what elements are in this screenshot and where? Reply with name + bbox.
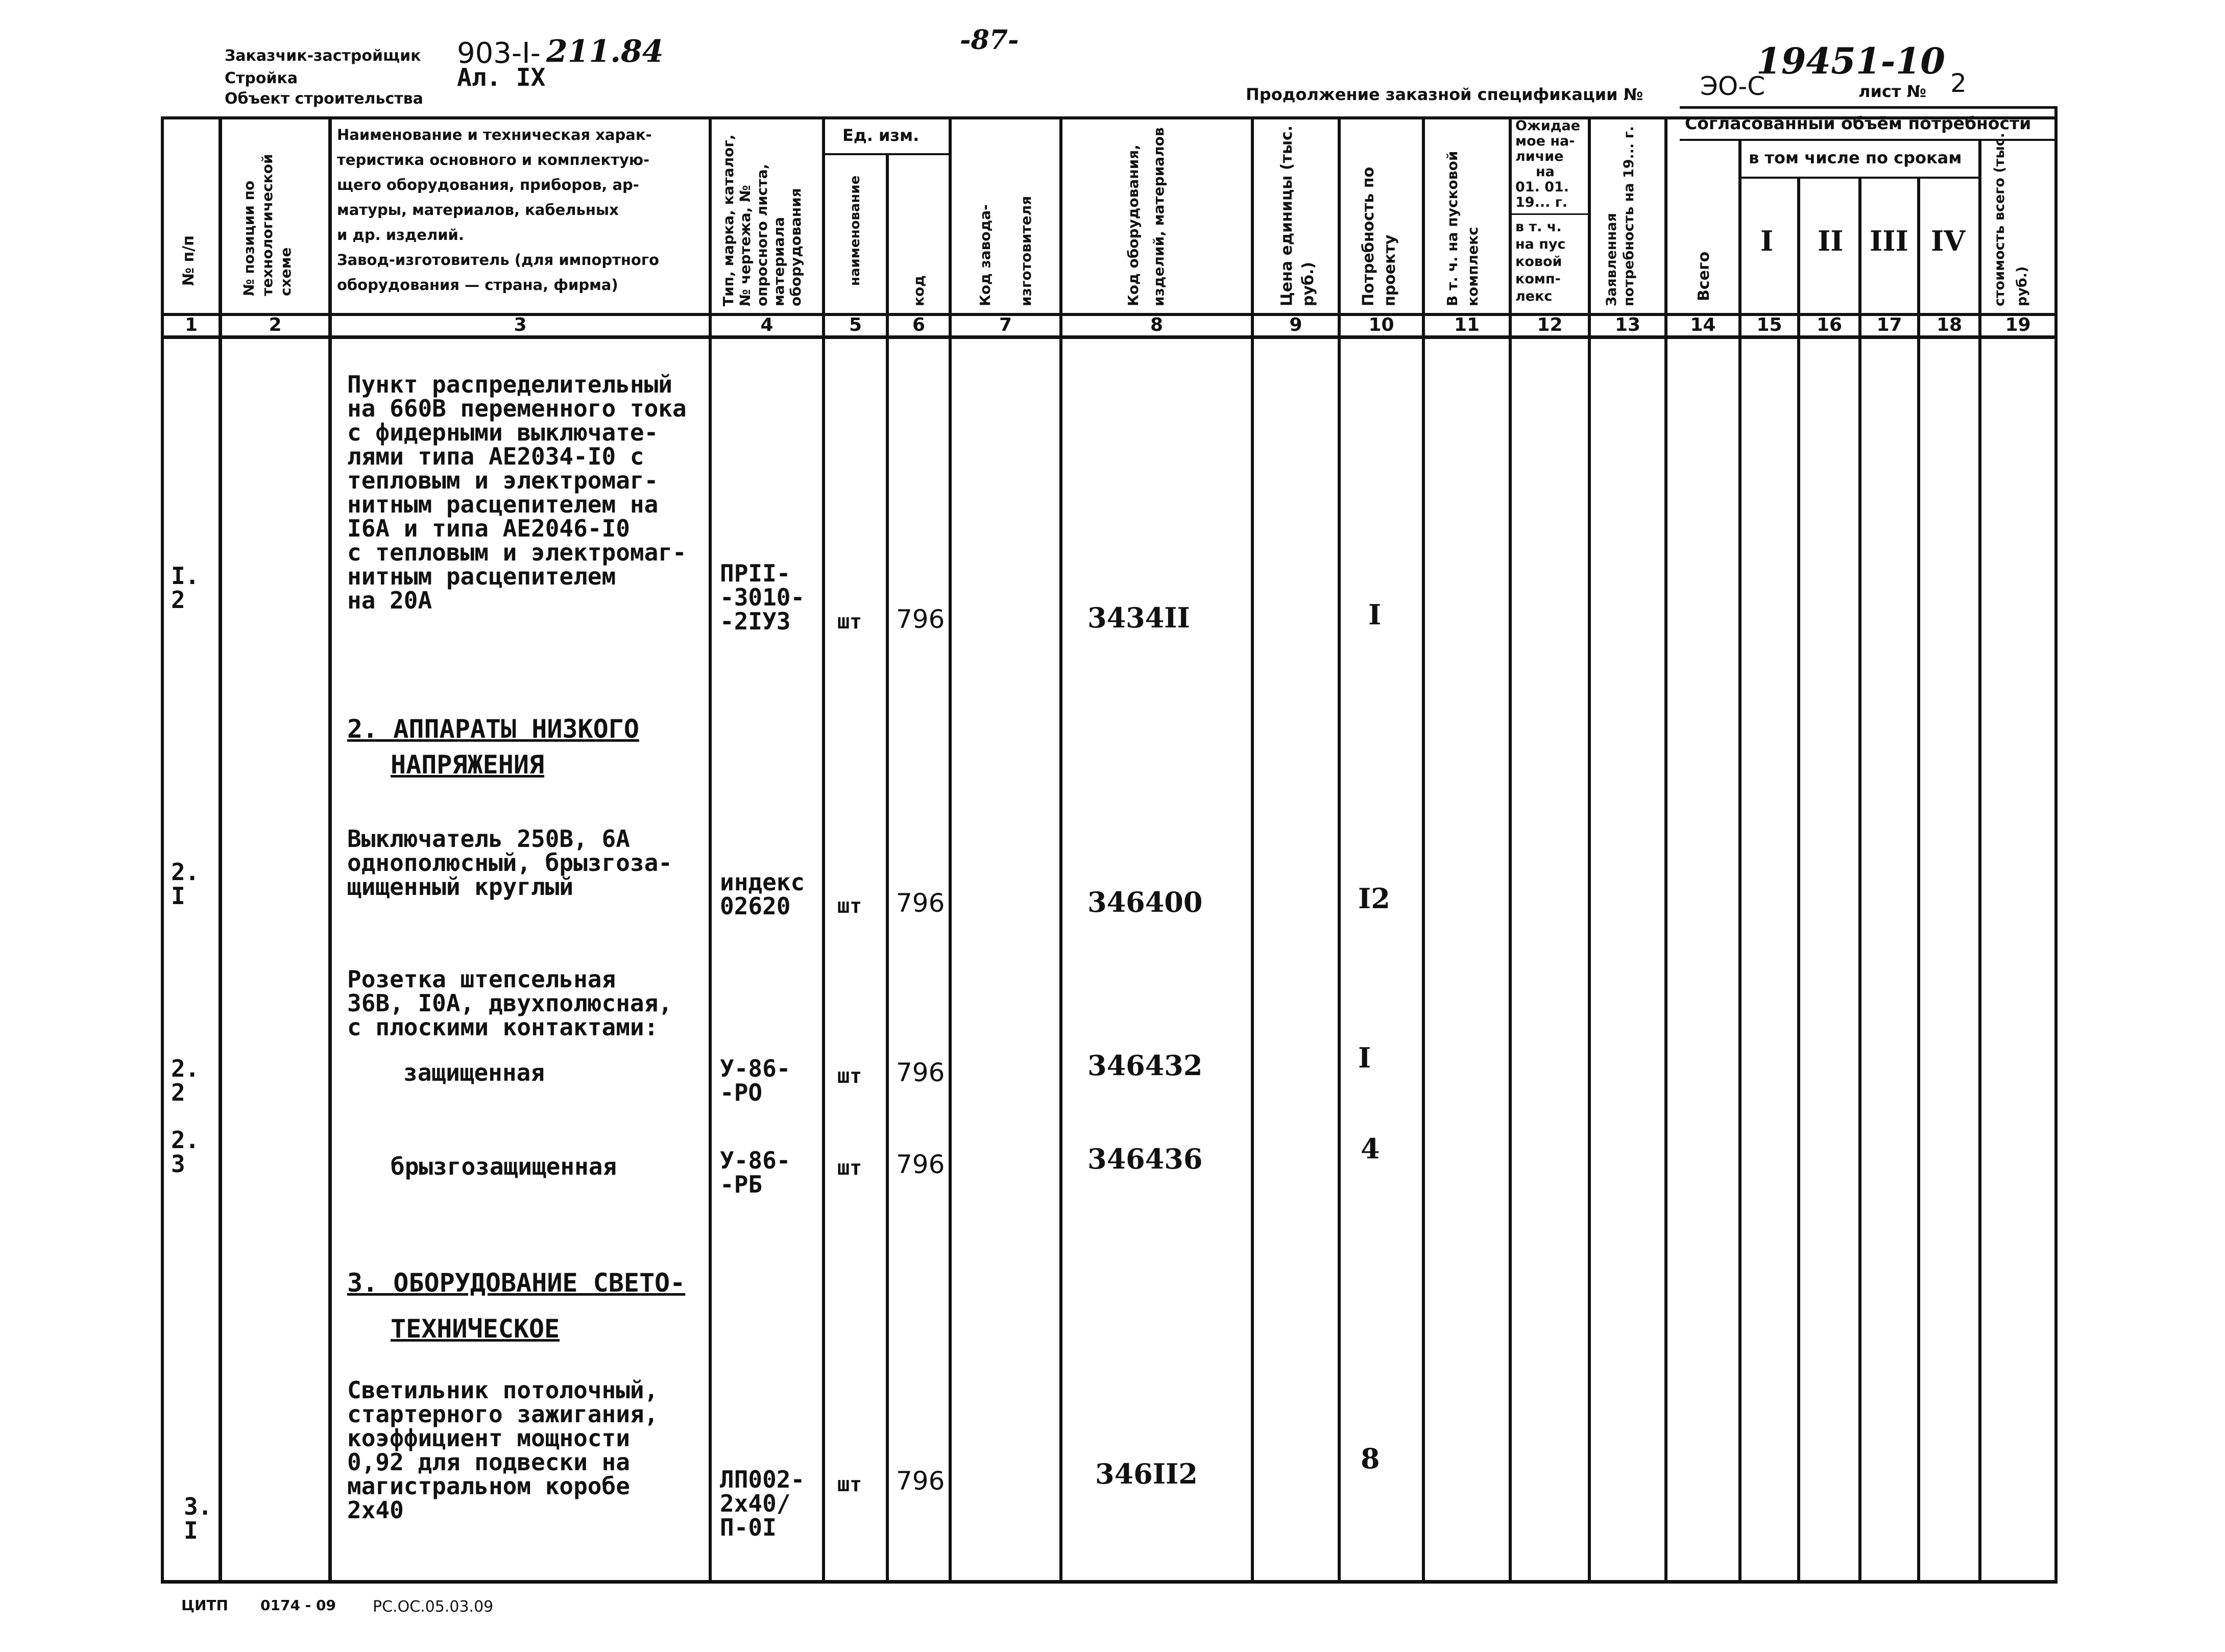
site-value: Ал. IX <box>457 63 546 92</box>
row-unit-code: 796 <box>896 604 945 634</box>
col-header-project-need: Потребность по проекту <box>1360 166 1399 306</box>
row-number: 2. I <box>171 858 200 910</box>
sheet-number: 2 <box>1950 68 1967 98</box>
colnum-2: 2 <box>269 314 282 335</box>
row-equipment-code: 3434II <box>1087 601 1190 634</box>
agreed-top-border <box>1680 106 2058 109</box>
footer-number: 0174 - 09 <box>260 1597 336 1614</box>
row-unit: шт <box>837 610 862 634</box>
col-header-total: Всего <box>1695 251 1713 301</box>
col-header-term-4: IV <box>1931 225 1966 257</box>
row-unit: шт <box>837 1064 862 1088</box>
col-header-term-1: I <box>1760 225 1774 257</box>
colnum-16: 16 <box>1816 314 1843 335</box>
row-project-need: I <box>1368 598 1382 631</box>
section-title-cont: ТЕХНИЧЕСКОЕ <box>391 1314 560 1344</box>
row-project-need: 8 <box>1361 1442 1380 1475</box>
spec-handwritten-number: 19451-10 <box>1756 40 1945 82</box>
col-header-expected-bottom: в т. ч. на пус ковой комп- лекс <box>1515 219 1566 304</box>
row-type: У-86- -РО <box>720 1055 791 1106</box>
footer-org: ЦИТП <box>181 1597 228 1614</box>
spec-label: Продолжение заказной спецификации № <box>1246 85 1643 104</box>
row-name: защищенная <box>403 1059 545 1086</box>
row-unit: шт <box>837 1473 862 1496</box>
row-name: Светильник потолочный, стартерного зажигания, коэффициент мощности 0,92 для подвески на магистральном коробе 2х40 <box>347 1376 659 1524</box>
row-type: У-86- -РБ <box>720 1147 791 1198</box>
col-header-agreed-group: Согласованный объём потребности <box>1685 113 2031 133</box>
section-title: 2. АППАРАТЫ НИЗКОГО <box>347 714 639 744</box>
col-header-term-2: II <box>1818 225 1844 257</box>
row-type: ЛП002- 2х40/ П-0I <box>720 1466 805 1541</box>
colnum-4: 4 <box>760 314 773 335</box>
row-unit: шт <box>837 1156 862 1180</box>
col-header-unit-group: Ед. изм. <box>842 126 920 145</box>
row-name-group: Розетка штепсельная 36В, I0А, двухполюсная, с плоскими контактами: <box>347 965 672 1041</box>
row-unit-code: 796 <box>896 1466 945 1496</box>
row-project-need: I2 <box>1358 882 1390 915</box>
col-header-equipment-code: Код оборудования, изделий, материалов <box>1125 127 1167 306</box>
row-equipment-code: 346400 <box>1087 886 1203 918</box>
section-title-cont: НАПРЯЖЕНИЯ <box>391 750 545 780</box>
colnum-6: 6 <box>912 314 926 335</box>
colnum-17: 17 <box>1876 314 1902 335</box>
row-project-need: 4 <box>1361 1132 1380 1165</box>
colnum-10: 10 <box>1368 314 1394 335</box>
footer-doc-code: РС.ОС.05.03.09 <box>373 1598 494 1616</box>
colnum-3: 3 <box>514 314 527 335</box>
customer-label: Заказчик-застройщик <box>225 47 421 65</box>
colnum-18: 18 <box>1936 314 1963 335</box>
row-equipment-code: 346II2 <box>1095 1457 1198 1490</box>
row-unit: шт <box>837 894 862 918</box>
col12-divider <box>1511 213 1588 215</box>
col-header-launch-complex: В т. ч. на пусковой комплекс <box>1444 151 1481 306</box>
row-unit-code: 796 <box>896 1150 945 1179</box>
row-unit-code: 796 <box>896 1058 945 1087</box>
col-header-terms-group: в том числе по срокам <box>1749 148 1962 167</box>
colnum-11: 11 <box>1454 314 1480 335</box>
sheet-label: лист № <box>1858 82 1927 101</box>
customer-handwritten: 211.84 <box>546 34 664 69</box>
row-type: индекс 02620 <box>720 868 805 920</box>
col-header-price: Цена единицы (тыс. руб.) <box>1278 125 1317 306</box>
colnum-5: 5 <box>849 314 862 335</box>
colnum-8: 8 <box>1150 314 1164 335</box>
row-project-need: I <box>1358 1041 1371 1074</box>
col-header-position: № позиции по технологической схеме <box>240 154 294 296</box>
colnum-19: 19 <box>2005 314 2031 335</box>
section-title: 3. ОБОРУДОВАНИЕ СВЕТО- <box>347 1268 686 1298</box>
colnum-13: 13 <box>1614 314 1641 335</box>
row-name: Пункт распределительный на 660В переменного тока с фидерными выключате- лями типа АЕ2034-I0 с тепловым и электромаг- нитным расцепителем на I6А и типа АЕ2046-I0 с тепловым и электромаг- нитным расцепителем на 20А <box>347 371 687 614</box>
row-number: 3. I <box>184 1493 212 1544</box>
colnum-14: 14 <box>1690 314 1716 335</box>
row-name: Выключатель 250В, 6А однополюсный, брызгоза- щищенный круглый <box>347 825 672 901</box>
site-label: Стройка <box>225 69 298 87</box>
colnum-bottom-border <box>161 335 2058 339</box>
row-name: брызгозащищенная <box>391 1153 617 1180</box>
row-number: I. 2 <box>171 562 200 614</box>
customer-value: 903-I- <box>457 37 541 70</box>
table-bottom-border <box>161 1580 2058 1584</box>
colnum-9: 9 <box>1289 314 1302 335</box>
spec-number: ЭО-С <box>1700 71 1766 101</box>
col-header-term-3: III <box>1870 225 1908 257</box>
row-type: ПРII- -3010- -2IУ3 <box>720 560 805 635</box>
col-header-declared-need: Заявленная потребность на 19... г. <box>1604 126 1637 306</box>
col-header-name: Наименование и техническая харак- теристика основного и комплектую- щего оборудования, приборов, ар- матуры, материалов, кабельных и др. изделий. Завод-изготовитель (для импортного оборудования — страна, фирма) <box>337 126 659 294</box>
col-header-expected-top: Ожидае мое на- личие на 01. 01. 19... г. <box>1515 118 1581 210</box>
col-header-plant-code: Код завода-изготовителя <box>977 196 1034 306</box>
colnum-12: 12 <box>1537 314 1563 335</box>
row-equipment-code: 346432 <box>1087 1049 1203 1082</box>
col-header-type: Тип, марка, каталог, № чертежа, № опросного листа, материала оборудования <box>720 134 804 306</box>
colnum-15: 15 <box>1756 314 1782 335</box>
row-number: 2. 3 <box>171 1126 200 1178</box>
row-number: 2. 2 <box>171 1055 200 1106</box>
object-label: Объект строительства <box>225 90 423 108</box>
colnum-1: 1 <box>184 314 198 335</box>
col-header-num: № п/п <box>180 235 198 286</box>
row-unit-code: 796 <box>896 888 945 918</box>
col-header-unit-code: код <box>910 275 927 306</box>
row-equipment-code: 346436 <box>1087 1143 1203 1175</box>
col-header-unit-name: наименование <box>848 175 863 286</box>
page-number-mark: -87- <box>960 25 1019 56</box>
colnum-7: 7 <box>999 314 1012 335</box>
col-header-total-cost: стоимость всего (тыс. руб.) <box>1992 133 2030 306</box>
